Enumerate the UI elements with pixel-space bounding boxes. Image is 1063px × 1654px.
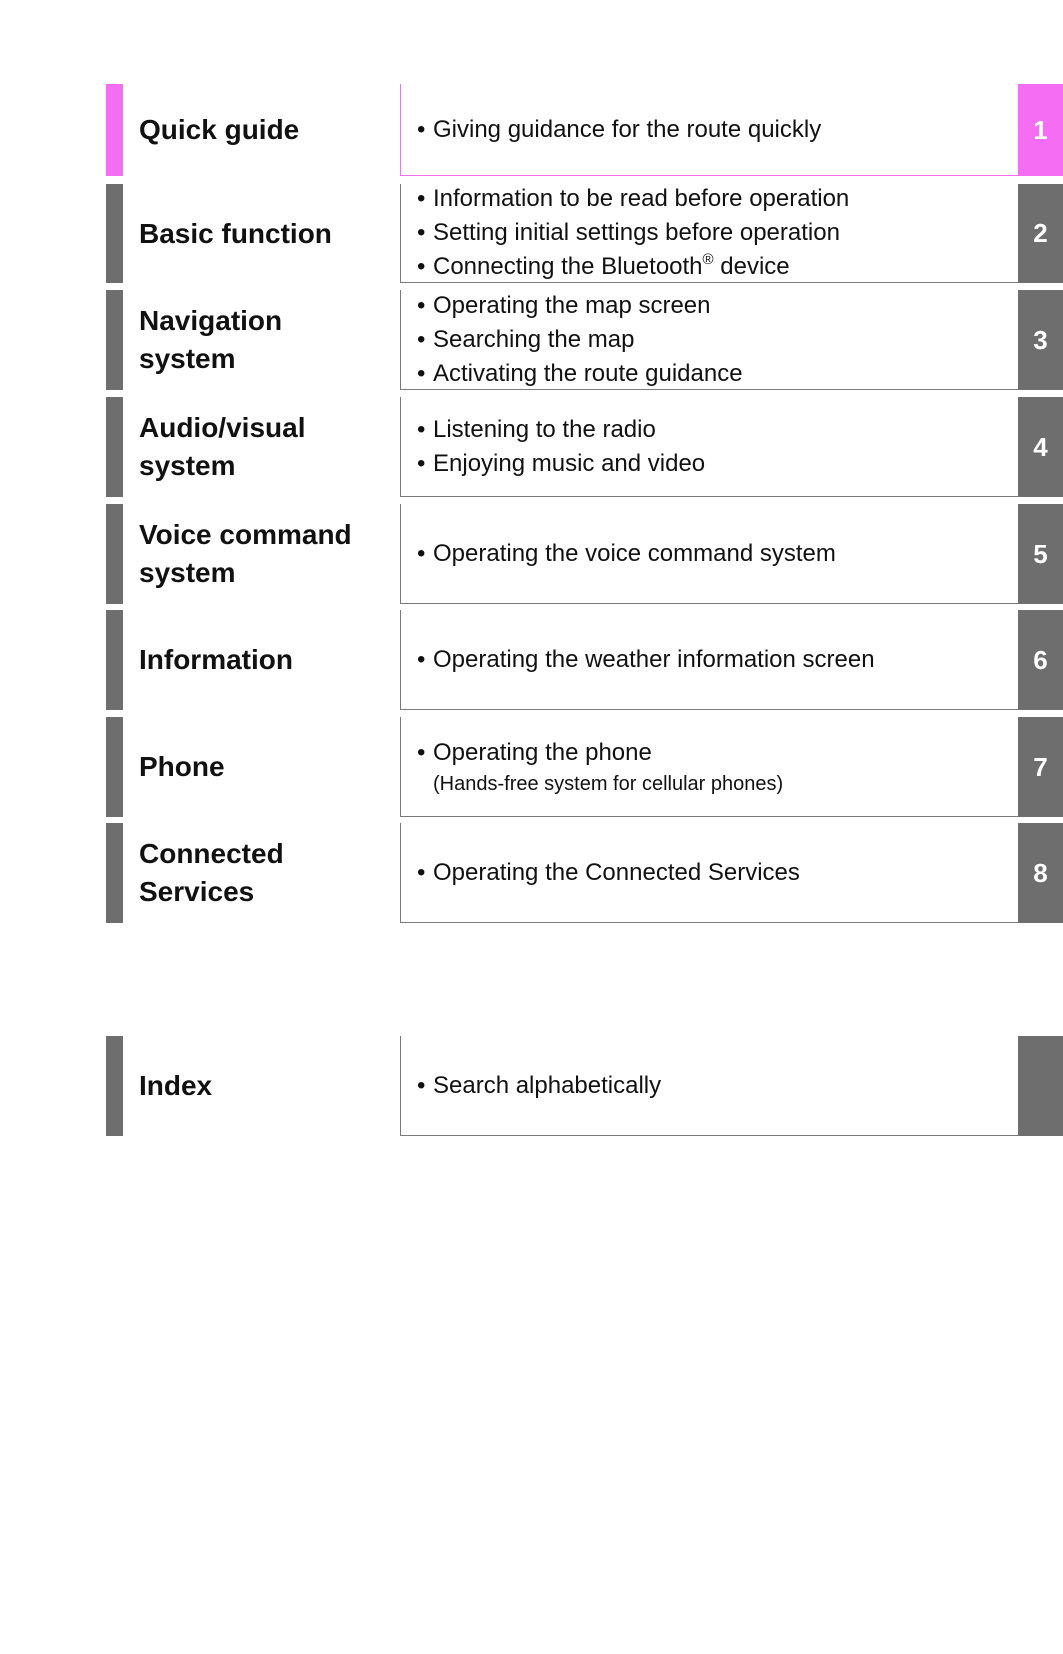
section-accent-bar <box>106 504 123 604</box>
section-accent-bar <box>106 717 123 817</box>
section-index[interactable] <box>106 1036 1063 1136</box>
content-item[interactable]: • Enjoying music and video <box>417 447 1018 481</box>
section-voice-command-system[interactable] <box>106 504 1063 604</box>
section-title[interactable]: Quick guide <box>139 114 300 145</box>
item-text: device <box>720 253 790 280</box>
chapter-tab[interactable]: 4 <box>1018 397 1063 497</box>
section-accent-bar <box>106 290 123 390</box>
section-accent-bar <box>106 823 123 923</box>
section-content <box>400 504 1018 604</box>
section-title[interactable]: Information <box>139 644 293 675</box>
section-accent-bar <box>106 610 123 710</box>
section-content <box>400 1036 1018 1136</box>
section-title[interactable]: Audio/visual system <box>139 412 306 481</box>
chapter-tab[interactable]: 3 <box>1018 290 1063 390</box>
section-accent-bar <box>106 1036 123 1136</box>
content-item[interactable]: • Operating the map screen <box>417 289 1018 323</box>
content-item[interactable]: • Searching the map <box>417 323 1018 357</box>
content-item[interactable]: • Activating the route guidance <box>417 357 1018 391</box>
item-text: Connecting the Bluetooth <box>433 253 703 280</box>
section-content <box>400 290 1018 390</box>
section-content <box>400 823 1018 923</box>
content-item[interactable]: • Listening to the radio <box>417 413 1018 447</box>
section-accent-bar <box>106 84 123 176</box>
chapter-tab[interactable]: 2 <box>1018 184 1063 283</box>
chapter-tab[interactable]: 7 <box>1018 717 1063 817</box>
chapter-tab[interactable]: 5 <box>1018 504 1063 604</box>
content-item[interactable]: • Information to be read before operation <box>417 182 1018 216</box>
chapter-tab[interactable] <box>1018 1036 1063 1136</box>
content-item[interactable]: • Operating the weather information screen <box>417 643 1018 677</box>
chapter-tab[interactable]: 8 <box>1018 823 1063 923</box>
registered-mark: ® <box>702 251 714 268</box>
section-title[interactable]: Navigation system <box>139 305 283 374</box>
chapter-tab[interactable]: 6 <box>1018 610 1063 710</box>
section-content <box>400 84 1018 176</box>
section-connected-services[interactable] <box>106 823 1063 923</box>
section-basic-function[interactable] <box>106 184 1063 283</box>
content-item[interactable]: • Operating the phone <box>417 736 1018 770</box>
content-item[interactable]: • Operating the voice command system <box>417 537 1018 571</box>
section-title[interactable]: Basic function <box>139 217 332 249</box>
section-content <box>400 610 1018 710</box>
section-title[interactable]: Phone <box>139 751 225 782</box>
section-title[interactable]: Connected Services <box>139 838 284 907</box>
section-audio-visual-system[interactable] <box>106 397 1063 497</box>
content-note: (Hands-free system for cellular phones) <box>433 772 784 795</box>
section-accent-bar <box>106 397 123 497</box>
section-navigation-system[interactable] <box>106 290 1063 390</box>
section-information[interactable] <box>106 610 1063 710</box>
section-title[interactable]: Voice command system <box>139 519 352 588</box>
content-item[interactable] <box>417 250 1018 284</box>
section-content <box>400 717 1018 817</box>
content-item[interactable]: • Setting initial settings before operation <box>417 216 1018 250</box>
section-quick-guide[interactable] <box>106 84 1063 176</box>
content-item[interactable]: • Operating the Connected Services <box>417 856 1018 890</box>
section-title[interactable]: Index <box>139 1070 213 1101</box>
section-content <box>400 397 1018 497</box>
chapter-tab[interactable]: 1 <box>1018 84 1063 176</box>
section-phone[interactable] <box>106 717 1063 817</box>
content-item[interactable]: • Search alphabetically <box>417 1069 1018 1103</box>
section-content <box>400 184 1018 283</box>
section-accent-bar <box>106 184 123 283</box>
content-item[interactable]: • Giving guidance for the route quickly <box>417 113 1018 147</box>
